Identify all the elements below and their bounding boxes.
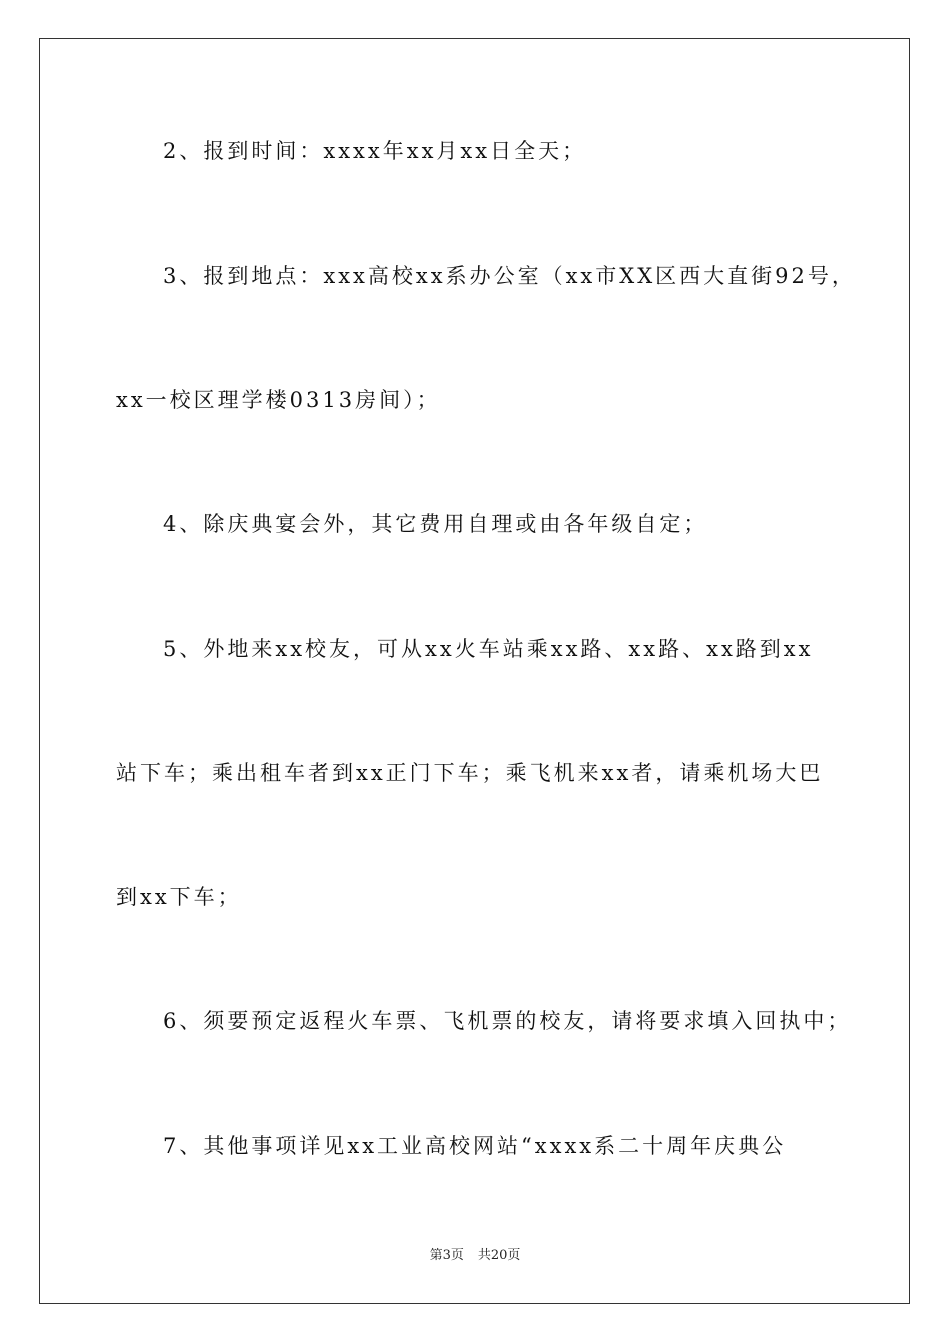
item-6-tickets: 6、须要预定返程火车票、飞机票的校友，请将要求填入回执中； <box>163 1009 852 1033</box>
item-5-transport-cont: 站下车；乘出租车者到xx正门下车；乘飞机来xx者，请乘机场大巴 <box>116 761 824 785</box>
page-footer <box>0 1247 950 1265</box>
item-5-transport: 5、外地来xx校友，可从xx火车站乘xx路、xx路、xx路到xx <box>163 637 814 661</box>
item-7-other-matters: 7、其他事项详见xx工业高校网站“xxxx系二十周年庆典公 <box>163 1134 787 1158</box>
item-3-report-location-cont: xx一校区理学楼0313房间）； <box>116 388 441 412</box>
page-border <box>39 38 910 1304</box>
item-5-transport-end: 到xx下车； <box>116 885 242 909</box>
item-3-report-location: 3、报到地点：xxx高校xx系办公室（xx市XX区西大直街92号， <box>163 264 856 288</box>
current-page-number: 第3页 <box>429 1248 464 1263</box>
item-4-expenses: 4、除庆典宴会外，其它费用自理或由各年级自定； <box>163 512 708 536</box>
item-2-report-time: 2、报到时间：xxxx年xx月xx日全天； <box>163 139 587 163</box>
total-pages: 共20页 <box>477 1248 521 1263</box>
